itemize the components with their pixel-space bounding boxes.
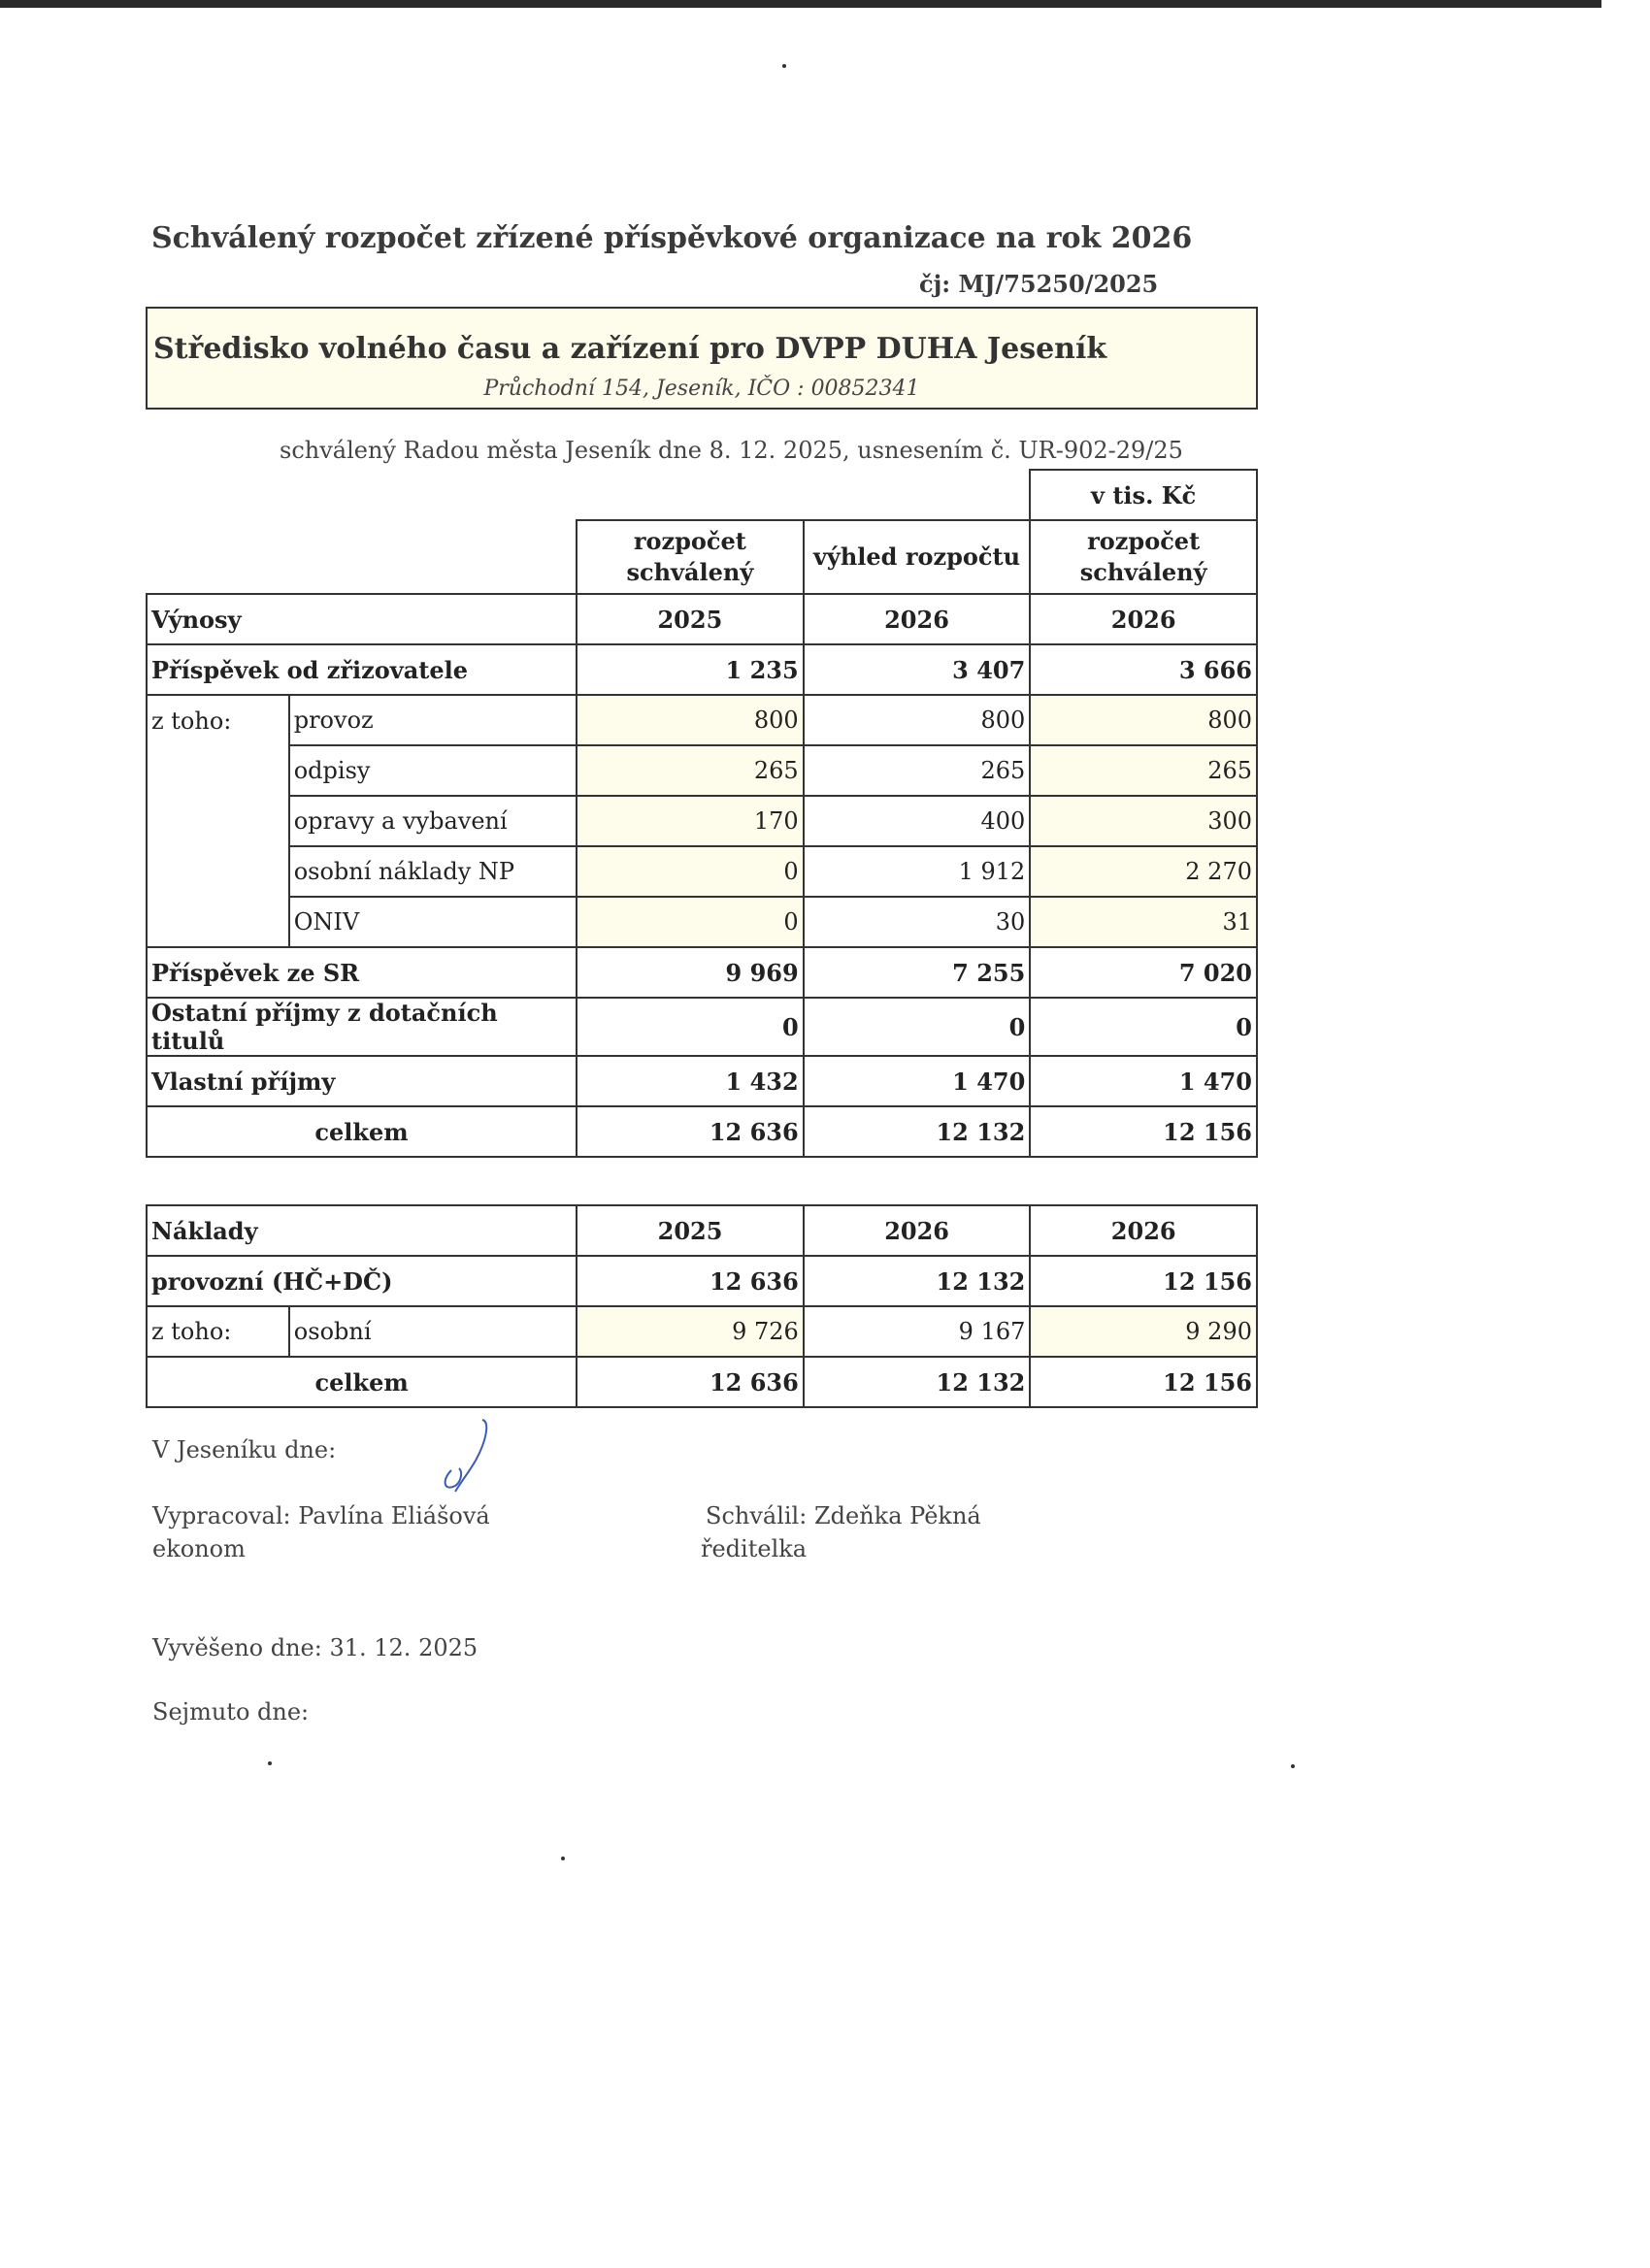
value-cell: 12 132	[804, 1106, 1031, 1157]
table-row	[147, 897, 1257, 947]
value-cell: 265	[804, 745, 1031, 796]
value-cell: 12 156	[1030, 1357, 1257, 1407]
value-cell: 9 167	[804, 1306, 1031, 1357]
year-cell: 2026	[804, 594, 1031, 644]
scan-speck	[561, 1857, 565, 1860]
revenues-heading: Výnosy	[147, 594, 577, 644]
scan-speck	[268, 1761, 272, 1765]
unit-label: v tis. Kč	[1030, 470, 1257, 520]
value-cell: 800	[804, 695, 1031, 745]
value-cell: 2 270	[1030, 846, 1257, 897]
column-header-budget-approved-2026: rozpočet schválený	[1030, 520, 1257, 594]
row-label: provoz	[289, 695, 577, 745]
value-cell: 12 132	[804, 1256, 1031, 1306]
row-label: provozní (HČ+DČ)	[147, 1256, 577, 1306]
year-cell: 2025	[577, 594, 804, 644]
table-row	[147, 1357, 1257, 1407]
row-label: opravy a vybavení	[289, 796, 577, 846]
value-cell: 12 636	[577, 1256, 804, 1306]
document-title: Schválený rozpočet zřízené příspěvkové organizace na rok 2026	[151, 221, 1193, 255]
value-cell: 9 726	[577, 1306, 804, 1357]
table-row	[147, 947, 1257, 998]
value-cell: 170	[577, 796, 804, 846]
table-row	[147, 1306, 1257, 1357]
table-row	[147, 695, 1257, 745]
value-cell: 31	[1030, 897, 1257, 947]
table-row	[147, 998, 1257, 1056]
value-cell: 9 969	[577, 947, 804, 998]
table-row	[147, 1256, 1257, 1306]
value-cell: 400	[804, 796, 1031, 846]
signature-mark	[422, 1412, 510, 1499]
organization-address: Průchodní 154, Jeseník, IČO : 00852341	[483, 377, 920, 401]
reference-number: čj: MJ/75250/2025	[919, 270, 1159, 298]
value-cell: 800	[577, 695, 804, 745]
prepared-by: Vypracoval: Pavlína Eliášová	[152, 1502, 490, 1529]
cost-table	[146, 1204, 1258, 1408]
row-label: Ostatní příjmy z dotačních titulů	[147, 998, 577, 1056]
value-cell: 800	[1030, 695, 1257, 745]
organization-name: Středisko volného času a zařízení pro DVPP DUHA Jeseník	[153, 332, 1107, 366]
row-label: Příspěvek ze SR	[147, 947, 577, 998]
value-cell: 1 912	[804, 846, 1031, 897]
costs-heading: Náklady	[147, 1205, 577, 1256]
row-label: odpisy	[289, 745, 577, 796]
row-label: Vlastní příjmy	[147, 1056, 577, 1106]
year-cell: 2025	[577, 1205, 804, 1256]
value-cell: 0	[577, 846, 804, 897]
table-row	[147, 644, 1257, 695]
value-cell: 1 470	[1030, 1056, 1257, 1106]
table-row	[147, 846, 1257, 897]
table-row	[147, 1106, 1257, 1157]
year-cell: 2026	[1030, 594, 1257, 644]
value-cell: 30	[804, 897, 1031, 947]
value-cell: 12 156	[1030, 1106, 1257, 1157]
total-label: celkem	[147, 1357, 577, 1407]
place-date-label: V Jeseníku dne:	[152, 1436, 337, 1463]
value-cell: 1 470	[804, 1056, 1031, 1106]
column-header-outlook: výhled rozpočtu	[804, 520, 1031, 594]
value-cell: 12 156	[1030, 1256, 1257, 1306]
scan-speck	[782, 64, 786, 68]
row-label: ONIV	[289, 897, 577, 947]
value-cell: 7 020	[1030, 947, 1257, 998]
table-row	[147, 1056, 1257, 1106]
organization-box	[146, 307, 1258, 410]
of-which-label: z toho:	[147, 695, 289, 947]
scan-edge	[0, 0, 1601, 8]
year-cell: 2026	[804, 1205, 1031, 1256]
of-which-label: z toho:	[147, 1306, 289, 1357]
value-cell: 12 636	[577, 1106, 804, 1157]
row-label: Příspěvek od zřizovatele	[147, 644, 577, 695]
table-row	[147, 745, 1257, 796]
approved-role: ředitelka	[701, 1535, 808, 1562]
approved-by: Schválil: Zdeňka Pěkná	[706, 1502, 981, 1529]
approval-line: schválený Radou města Jeseník dne 8. 12. 2025, usnesením č. UR-902-29/25	[280, 437, 1183, 464]
revenue-table	[146, 469, 1258, 1158]
total-label: celkem	[147, 1106, 577, 1157]
scan-speck	[1291, 1764, 1295, 1768]
row-label: osobní náklady NP	[289, 846, 577, 897]
value-cell: 265	[1030, 745, 1257, 796]
value-cell: 3 666	[1030, 644, 1257, 695]
value-cell: 1 235	[577, 644, 804, 695]
value-cell: 300	[1030, 796, 1257, 846]
value-cell: 1 432	[577, 1056, 804, 1106]
value-cell: 0	[804, 998, 1031, 1056]
value-cell: 7 255	[804, 947, 1031, 998]
value-cell: 12 636	[577, 1357, 804, 1407]
row-label: osobní	[289, 1306, 577, 1357]
value-cell: 0	[577, 897, 804, 947]
value-cell: 3 407	[804, 644, 1031, 695]
value-cell: 265	[577, 745, 804, 796]
prepared-role: ekonom	[152, 1535, 246, 1562]
year-cell: 2026	[1030, 1205, 1257, 1256]
column-header-budget-approved-2025: rozpočet schválený	[577, 520, 804, 594]
removed-date: Sejmuto dne:	[152, 1698, 310, 1726]
table-row	[147, 796, 1257, 846]
value-cell: 0	[577, 998, 804, 1056]
value-cell: 9 290	[1030, 1306, 1257, 1357]
value-cell: 0	[1030, 998, 1257, 1056]
value-cell: 12 132	[804, 1357, 1031, 1407]
posted-date: Vyvěšeno dne: 31. 12. 2025	[152, 1634, 478, 1661]
